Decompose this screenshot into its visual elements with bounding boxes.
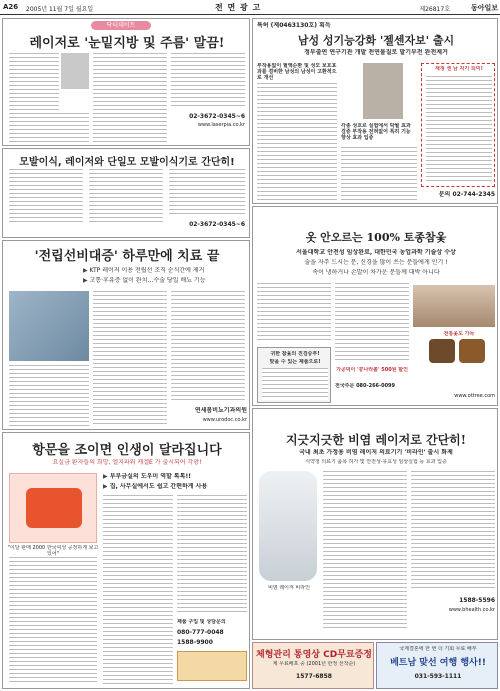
order-phone-2[interactable]: 1588-9900 bbox=[177, 639, 213, 646]
paper-name: 동아일보 bbox=[470, 4, 498, 12]
body-text-col1 bbox=[257, 283, 331, 343]
ad-rhinitis bbox=[252, 408, 498, 640]
ad-headline: 지긋지긋한 비염 레이저로 간단히! bbox=[285, 433, 467, 447]
product-photo bbox=[9, 473, 97, 543]
body-text-col1 bbox=[9, 53, 59, 111]
product-caption: "이달 판매 2000 한국여성 공정하게 보고 있어" bbox=[7, 545, 99, 557]
section-label: 전 면 광 고 bbox=[215, 3, 262, 12]
product-device bbox=[26, 488, 82, 528]
page-number: A26 bbox=[3, 3, 19, 11]
ad-bullet-2: ▶ 고통·후유증 없이 완치…수술 당일 배뇨 기능 bbox=[83, 277, 248, 284]
contact-phone[interactable]: 031-593-1111 bbox=[414, 673, 462, 680]
ad-bullet-2: ▶ 집, 사무실에서도 쉽고 간편하게 사용 bbox=[103, 483, 249, 490]
ad-subheadline: 요실금 환자들의 희망, 엘지파워 케겔E 가 출시되어 각광! bbox=[52, 459, 202, 466]
ad-headline: 항문을 조이면 인생이 달라집니다 bbox=[32, 443, 222, 458]
body-text-col2 bbox=[335, 283, 409, 363]
body-text-col1 bbox=[9, 169, 83, 225]
ad-headline: 옷 안오르는 100% 토종참옻 bbox=[305, 231, 447, 244]
ad-laser-eye bbox=[2, 18, 250, 146]
ad-sub-3: 속이 냉하거나 손발이 차가운 분들께 대박 아니다 bbox=[312, 269, 440, 276]
contact-phone-label: 문의 bbox=[438, 191, 451, 198]
order-line bbox=[335, 383, 495, 389]
ad-body-cd bbox=[252, 642, 374, 689]
contact-phone[interactable]: 1577-6858 bbox=[296, 673, 332, 680]
body-text-col2 bbox=[411, 471, 495, 591]
body-text-col1 bbox=[9, 365, 89, 427]
ad-headline: 체형관리 통영상 CD무료증정 bbox=[256, 650, 372, 660]
body-text-col3 bbox=[169, 169, 245, 217]
body-text-col2 bbox=[103, 495, 173, 685]
info-box-text bbox=[426, 76, 492, 184]
ad-bullet-1: ▶ 부부금실의 도우미 역할 톡톡!! bbox=[103, 473, 249, 480]
body-text-col2 bbox=[93, 291, 167, 427]
clinic-phone: 02-3672-0345~6 bbox=[189, 221, 245, 228]
product-jar-2 bbox=[459, 339, 485, 363]
body-text-col4 bbox=[171, 53, 245, 109]
info-box-title: 재정 센 남 자기 되미! bbox=[435, 66, 483, 72]
badge-label: 전통옻도 가득 bbox=[443, 331, 475, 337]
ad-headline: 베트남 맞선 여행 행사!! bbox=[390, 658, 486, 668]
device-label: 비염 레이저 비라인 bbox=[268, 585, 310, 591]
ad-bullet-1: ▶ KTP 레이저 이용 전립선 조직 순식간에 제거 bbox=[83, 267, 248, 274]
body-text-col3 bbox=[177, 495, 247, 615]
product-jar bbox=[429, 339, 455, 363]
clinic-phone: 02-3672-0345~6 bbox=[189, 113, 245, 120]
contact-phone-number[interactable]: 02-744-2345 bbox=[452, 191, 495, 198]
page-header bbox=[0, 0, 500, 15]
body-text-col2 bbox=[89, 169, 163, 225]
body-text-col2 bbox=[341, 147, 417, 203]
price-banner: 가공덕이 '콩나라볼' 500원 할인 bbox=[336, 367, 408, 373]
order-line-label: 전국주문 bbox=[335, 383, 355, 389]
ad-vietnam-tour bbox=[376, 642, 498, 689]
ad-kegel bbox=[2, 432, 250, 689]
device-photo bbox=[259, 471, 317, 581]
issue-date: 2005년 11월 7일 월요일 bbox=[26, 6, 94, 13]
ad-headline: '전립선비대증' 하루만에 치료 끝 bbox=[34, 249, 220, 264]
callout-line-2: 맞을 수 있는 제품으로! bbox=[269, 359, 321, 365]
order-line-phone[interactable]: 080-266-0099 bbox=[356, 383, 396, 389]
order-phone-1[interactable]: 080-777-0048 bbox=[177, 629, 224, 636]
brand-badge: 닥터데이트 bbox=[91, 21, 151, 30]
ad-sub-2: 식약청 의료기 품목 허가 및 안전성·유효성 임상실험 등 효과 입증 bbox=[305, 459, 447, 465]
ad-sub-1: 국내 최초 가정용 비염 레이저 의료기기 '비라인' 출시 화제 bbox=[299, 449, 453, 456]
order-web[interactable]: www.ottree.com bbox=[454, 393, 495, 399]
ad-subheadline: 국제결혼에 한 번 더 기회 무료 배부 bbox=[399, 646, 477, 652]
order-banner bbox=[177, 651, 247, 681]
surgery-photo bbox=[9, 291, 89, 361]
ad-sub-1: 서울대학교 안전성 임상완료, 대한민국 농업과학 기술상 수상 bbox=[296, 249, 456, 256]
contact-web[interactable]: www.bhealth.co.kr bbox=[448, 607, 495, 613]
ad-subheadline: 제 무료배포 중 (2001년 한정 선착순) bbox=[272, 661, 356, 667]
researcher-photo bbox=[363, 63, 403, 119]
ad-prostate bbox=[2, 240, 250, 430]
clinic-name: 연세봄비뇨기과의원 bbox=[194, 407, 247, 414]
callout-box bbox=[257, 347, 331, 403]
body-text-col3 bbox=[93, 53, 167, 143]
body-text-col1 bbox=[323, 471, 407, 631]
info-box bbox=[421, 63, 495, 187]
contact-phone[interactable]: 1588-5596 bbox=[459, 597, 495, 604]
patent-label: 특허 (제0463130호) 획득 bbox=[257, 22, 331, 29]
body-text-col1 bbox=[9, 557, 97, 685]
people-photo bbox=[413, 285, 495, 327]
ad-lacquer bbox=[252, 206, 498, 406]
ad-sub-2: 술을 자주 드시는 분, 신경을 많이 쓰는 분들에게 인기 ! bbox=[304, 259, 448, 266]
ad-hair bbox=[2, 148, 250, 238]
callout-text bbox=[262, 368, 328, 400]
body-text-col3 bbox=[171, 291, 245, 403]
order-label: 제품 구입 및 상담문의 bbox=[177, 619, 226, 625]
body-text-col2 bbox=[9, 113, 89, 143]
ad-headline: 남성 성기능강화 '젤센자보' 출시 bbox=[297, 34, 455, 47]
doctor-photo bbox=[61, 53, 89, 89]
body-text-col1 bbox=[257, 83, 337, 203]
contact-phone bbox=[421, 191, 495, 198]
clinic-web: www.urodoc.co.kr bbox=[202, 417, 247, 423]
ad-headline: 레이저로 '눈밑지방 및 주름' 말끔! bbox=[29, 36, 225, 51]
ad-subheadline: 정부출연 연구기관 개발 천연물질로 발기부전 완전제거 bbox=[304, 49, 448, 56]
issue-number: 제26817호 bbox=[419, 6, 450, 13]
ad-supplement bbox=[252, 18, 498, 204]
ad-bullet-1: 부작용없이 혈액순환 및 성모 보호효과를 겸비한 남성의 남성이 고환적으로 개선 bbox=[257, 63, 337, 81]
ad-headline: 모발이식, 레이저와 단일모 모발이식기로 간단히! bbox=[19, 157, 235, 168]
callout-line-1: 귀한 참옻의 진검승부! bbox=[270, 351, 320, 357]
clinic-web: www.laserpia.co.kr bbox=[197, 122, 245, 128]
ad-bullet-2: 각종 성호르 실험에서 탁월 효과 검증 부작용 전혀없어 특히 기능 향상 효과 입증 bbox=[341, 123, 411, 141]
